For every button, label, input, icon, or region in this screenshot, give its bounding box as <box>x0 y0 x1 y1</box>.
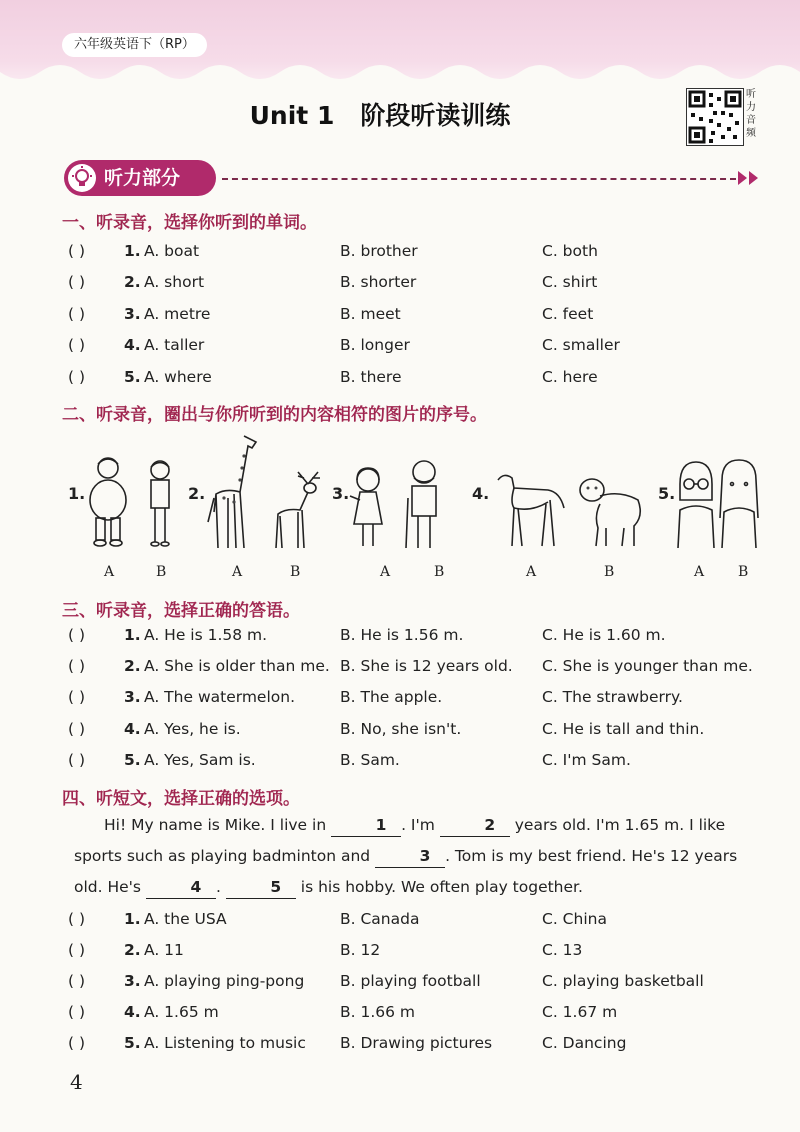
answer-paren[interactable]: ( ) <box>68 1003 86 1021</box>
section-pill <box>64 160 216 196</box>
blank-3[interactable]: 3 <box>375 845 445 868</box>
option-a: A. the USA <box>144 910 227 928</box>
q3-row-1 <box>68 626 788 650</box>
section-label: 听力部分 <box>104 167 181 189</box>
pic-group-5-number: 5. <box>658 484 676 503</box>
option-a: A. Yes, Sam is. <box>144 751 256 769</box>
qr-caption: 听力音频 <box>746 89 756 139</box>
label-b[interactable]: B <box>738 564 749 580</box>
answer-paren[interactable]: ( ) <box>68 1034 86 1052</box>
item-number: 1. <box>124 626 141 644</box>
q3-row-2 <box>68 657 788 681</box>
option-a: A. metre <box>144 305 211 323</box>
blank-4[interactable]: 4 <box>146 876 216 899</box>
old-man-picture[interactable] <box>398 458 448 552</box>
header-banner <box>0 0 800 88</box>
option-b: B. there <box>340 368 402 386</box>
answer-paren[interactable]: ( ) <box>68 626 86 644</box>
label-b[interactable]: B <box>156 564 167 580</box>
option-b: B. meet <box>340 305 401 323</box>
section-divider <box>222 178 736 180</box>
deer-picture[interactable] <box>268 470 326 552</box>
item-number: 3. <box>124 688 141 706</box>
option-a: A. where <box>144 368 212 386</box>
item-number: 2. <box>124 941 141 959</box>
answer-paren[interactable]: ( ) <box>68 242 86 260</box>
passage-text-2: . I'm <box>401 816 435 834</box>
option-b: B. brother <box>340 242 418 260</box>
passage-text-1: Hi! My name is Mike. I live in <box>104 816 327 834</box>
option-c: C. 13 <box>542 941 583 959</box>
blank-1[interactable]: 1 <box>331 814 401 837</box>
option-b: B. Canada <box>340 910 420 928</box>
q4-row-3 <box>68 972 788 996</box>
passage <box>74 810 764 903</box>
option-c: C. China <box>542 910 607 928</box>
girl-picture[interactable] <box>346 466 390 550</box>
option-b: B. The apple. <box>340 688 443 706</box>
option-c: C. I'm Sam. <box>542 751 631 769</box>
q1-row-5 <box>68 368 788 392</box>
option-b: B. longer <box>340 336 410 354</box>
thin-boy-picture[interactable] <box>144 458 176 550</box>
option-b: B. shorter <box>340 273 417 291</box>
q1-row-4 <box>68 336 788 360</box>
option-b: B. No, she isn't. <box>340 720 462 738</box>
option-a: A. taller <box>144 336 205 354</box>
option-b: B. He is 1.56 m. <box>340 626 464 644</box>
banner-wave <box>0 62 800 92</box>
label-b[interactable]: B <box>604 564 615 580</box>
option-a: A. boat <box>144 242 200 260</box>
q3-row-3 <box>68 688 788 712</box>
qr-code-icon <box>687 89 743 145</box>
picture-strip <box>62 428 762 588</box>
answer-paren[interactable]: ( ) <box>68 273 86 291</box>
q4-row-5 <box>68 1034 788 1058</box>
giraffe-picture[interactable] <box>204 432 266 552</box>
option-a: A. Yes, he is. <box>144 720 241 738</box>
title-sub: 阶段听读训练 <box>360 101 511 130</box>
option-c: C. here <box>542 368 598 386</box>
item-number: 5. <box>124 368 141 386</box>
pic-group-1-number: 1. <box>68 484 86 503</box>
grade-tag: 六年级英语下（RP） <box>62 33 207 57</box>
passage-text-4: . Tom is my best friend. He's 12 years old. He's <box>74 847 738 896</box>
page-title <box>0 96 760 132</box>
pic-group-3-number: 3. <box>332 484 350 503</box>
item-number: 1. <box>124 910 141 928</box>
q1-heading: 一、听录音，选择你听到的单词。 <box>62 213 317 233</box>
option-a: A. playing ping-pong <box>144 972 305 990</box>
pic-group-4-number: 4. <box>472 484 490 503</box>
option-c: C. both <box>542 242 598 260</box>
q1-row-2 <box>68 273 788 297</box>
q4-row-1 <box>68 910 788 934</box>
blank-5[interactable]: 5 <box>226 876 296 899</box>
option-a: A. He is 1.58 m. <box>144 626 268 644</box>
option-c: C. Dancing <box>542 1034 627 1052</box>
option-a: A. Listening to music <box>144 1034 306 1052</box>
label-a[interactable]: A <box>380 564 391 580</box>
option-a: A. The watermelon. <box>144 688 296 706</box>
pic-group-2-number: 2. <box>188 484 206 503</box>
girl-long-hair-picture[interactable] <box>716 458 762 550</box>
option-a: A. 11 <box>144 941 184 959</box>
answer-paren[interactable]: ( ) <box>68 688 86 706</box>
option-b: B. playing football <box>340 972 481 990</box>
answer-paren[interactable]: ( ) <box>68 941 86 959</box>
option-a: A. She is older than me. <box>144 657 330 675</box>
qr-code[interactable] <box>686 88 744 146</box>
option-c: C. smaller <box>542 336 620 354</box>
girl-glasses-picture[interactable] <box>674 460 718 550</box>
item-number: 4. <box>124 336 141 354</box>
double-arrow-icon <box>738 170 760 186</box>
fluffy-dog-picture[interactable] <box>576 476 646 552</box>
page-number: 4 <box>70 1070 83 1094</box>
option-b: B. 1.66 m <box>340 1003 416 1021</box>
option-a: A. 1.65 m <box>144 1003 219 1021</box>
lightbulb-icon <box>68 164 96 192</box>
answer-paren[interactable]: ( ) <box>68 910 86 928</box>
answer-paren[interactable]: ( ) <box>68 972 86 990</box>
blank-2[interactable]: 2 <box>440 814 510 837</box>
q1-row-3 <box>68 305 788 329</box>
fat-boy-picture[interactable] <box>84 454 132 550</box>
item-number: 2. <box>124 657 141 675</box>
option-c: C. 1.67 m <box>542 1003 618 1021</box>
label-a[interactable]: A <box>526 564 537 580</box>
label-b[interactable]: B <box>290 564 301 580</box>
label-b[interactable]: B <box>434 564 445 580</box>
passage-text-6: is his hobby. We often play together. <box>300 878 583 896</box>
q3-heading: 三、听录音，选择正确的答语。 <box>62 601 300 621</box>
label-a[interactable]: A <box>232 564 243 580</box>
option-b: B. She is 12 years old. <box>340 657 513 675</box>
item-number: 2. <box>124 273 141 291</box>
answer-paren[interactable]: ( ) <box>68 657 86 675</box>
q4-row-2 <box>68 941 788 965</box>
option-c: C. shirt <box>542 273 598 291</box>
item-number: 3. <box>124 305 141 323</box>
item-number: 4. <box>124 1003 141 1021</box>
label-a[interactable]: A <box>694 564 705 580</box>
title-unit: Unit 1 <box>249 101 335 130</box>
item-number: 4. <box>124 720 141 738</box>
answer-paren[interactable]: ( ) <box>68 368 86 386</box>
q1-row-1 <box>68 242 788 266</box>
answer-paren[interactable]: ( ) <box>68 751 86 769</box>
option-b: B. 12 <box>340 941 381 959</box>
passage-text-3: years old. I'm 1.65 m. I like sports such as playing badminton and <box>74 816 726 865</box>
option-c: C. She is younger than me. <box>542 657 753 675</box>
item-number: 3. <box>124 972 141 990</box>
option-c: C. playing basketball <box>542 972 704 990</box>
passage-text-5: . <box>215 878 221 896</box>
option-b: B. Sam. <box>340 751 400 769</box>
q4-heading: 四、听短文，选择正确的选项。 <box>62 789 300 809</box>
q3-row-4 <box>68 720 788 744</box>
label-a[interactable]: A <box>104 564 115 580</box>
item-number: 5. <box>124 1034 141 1052</box>
thin-dog-picture[interactable] <box>488 468 568 550</box>
option-c: C. He is tall and thin. <box>542 720 705 738</box>
option-c: C. The strawberry. <box>542 688 683 706</box>
q4-row-4 <box>68 1003 788 1027</box>
answer-paren[interactable]: ( ) <box>68 336 86 354</box>
option-b: B. Drawing pictures <box>340 1034 493 1052</box>
item-number: 1. <box>124 242 141 260</box>
option-a: A. short <box>144 273 205 291</box>
answer-paren[interactable]: ( ) <box>68 305 86 323</box>
answer-paren[interactable]: ( ) <box>68 720 86 738</box>
q3-row-5 <box>68 751 788 775</box>
q2-heading: 二、听录音，圈出与你所听到的内容相符的图片的序号。 <box>62 405 487 425</box>
option-c: C. He is 1.60 m. <box>542 626 666 644</box>
item-number: 5. <box>124 751 141 769</box>
option-c: C. feet <box>542 305 594 323</box>
